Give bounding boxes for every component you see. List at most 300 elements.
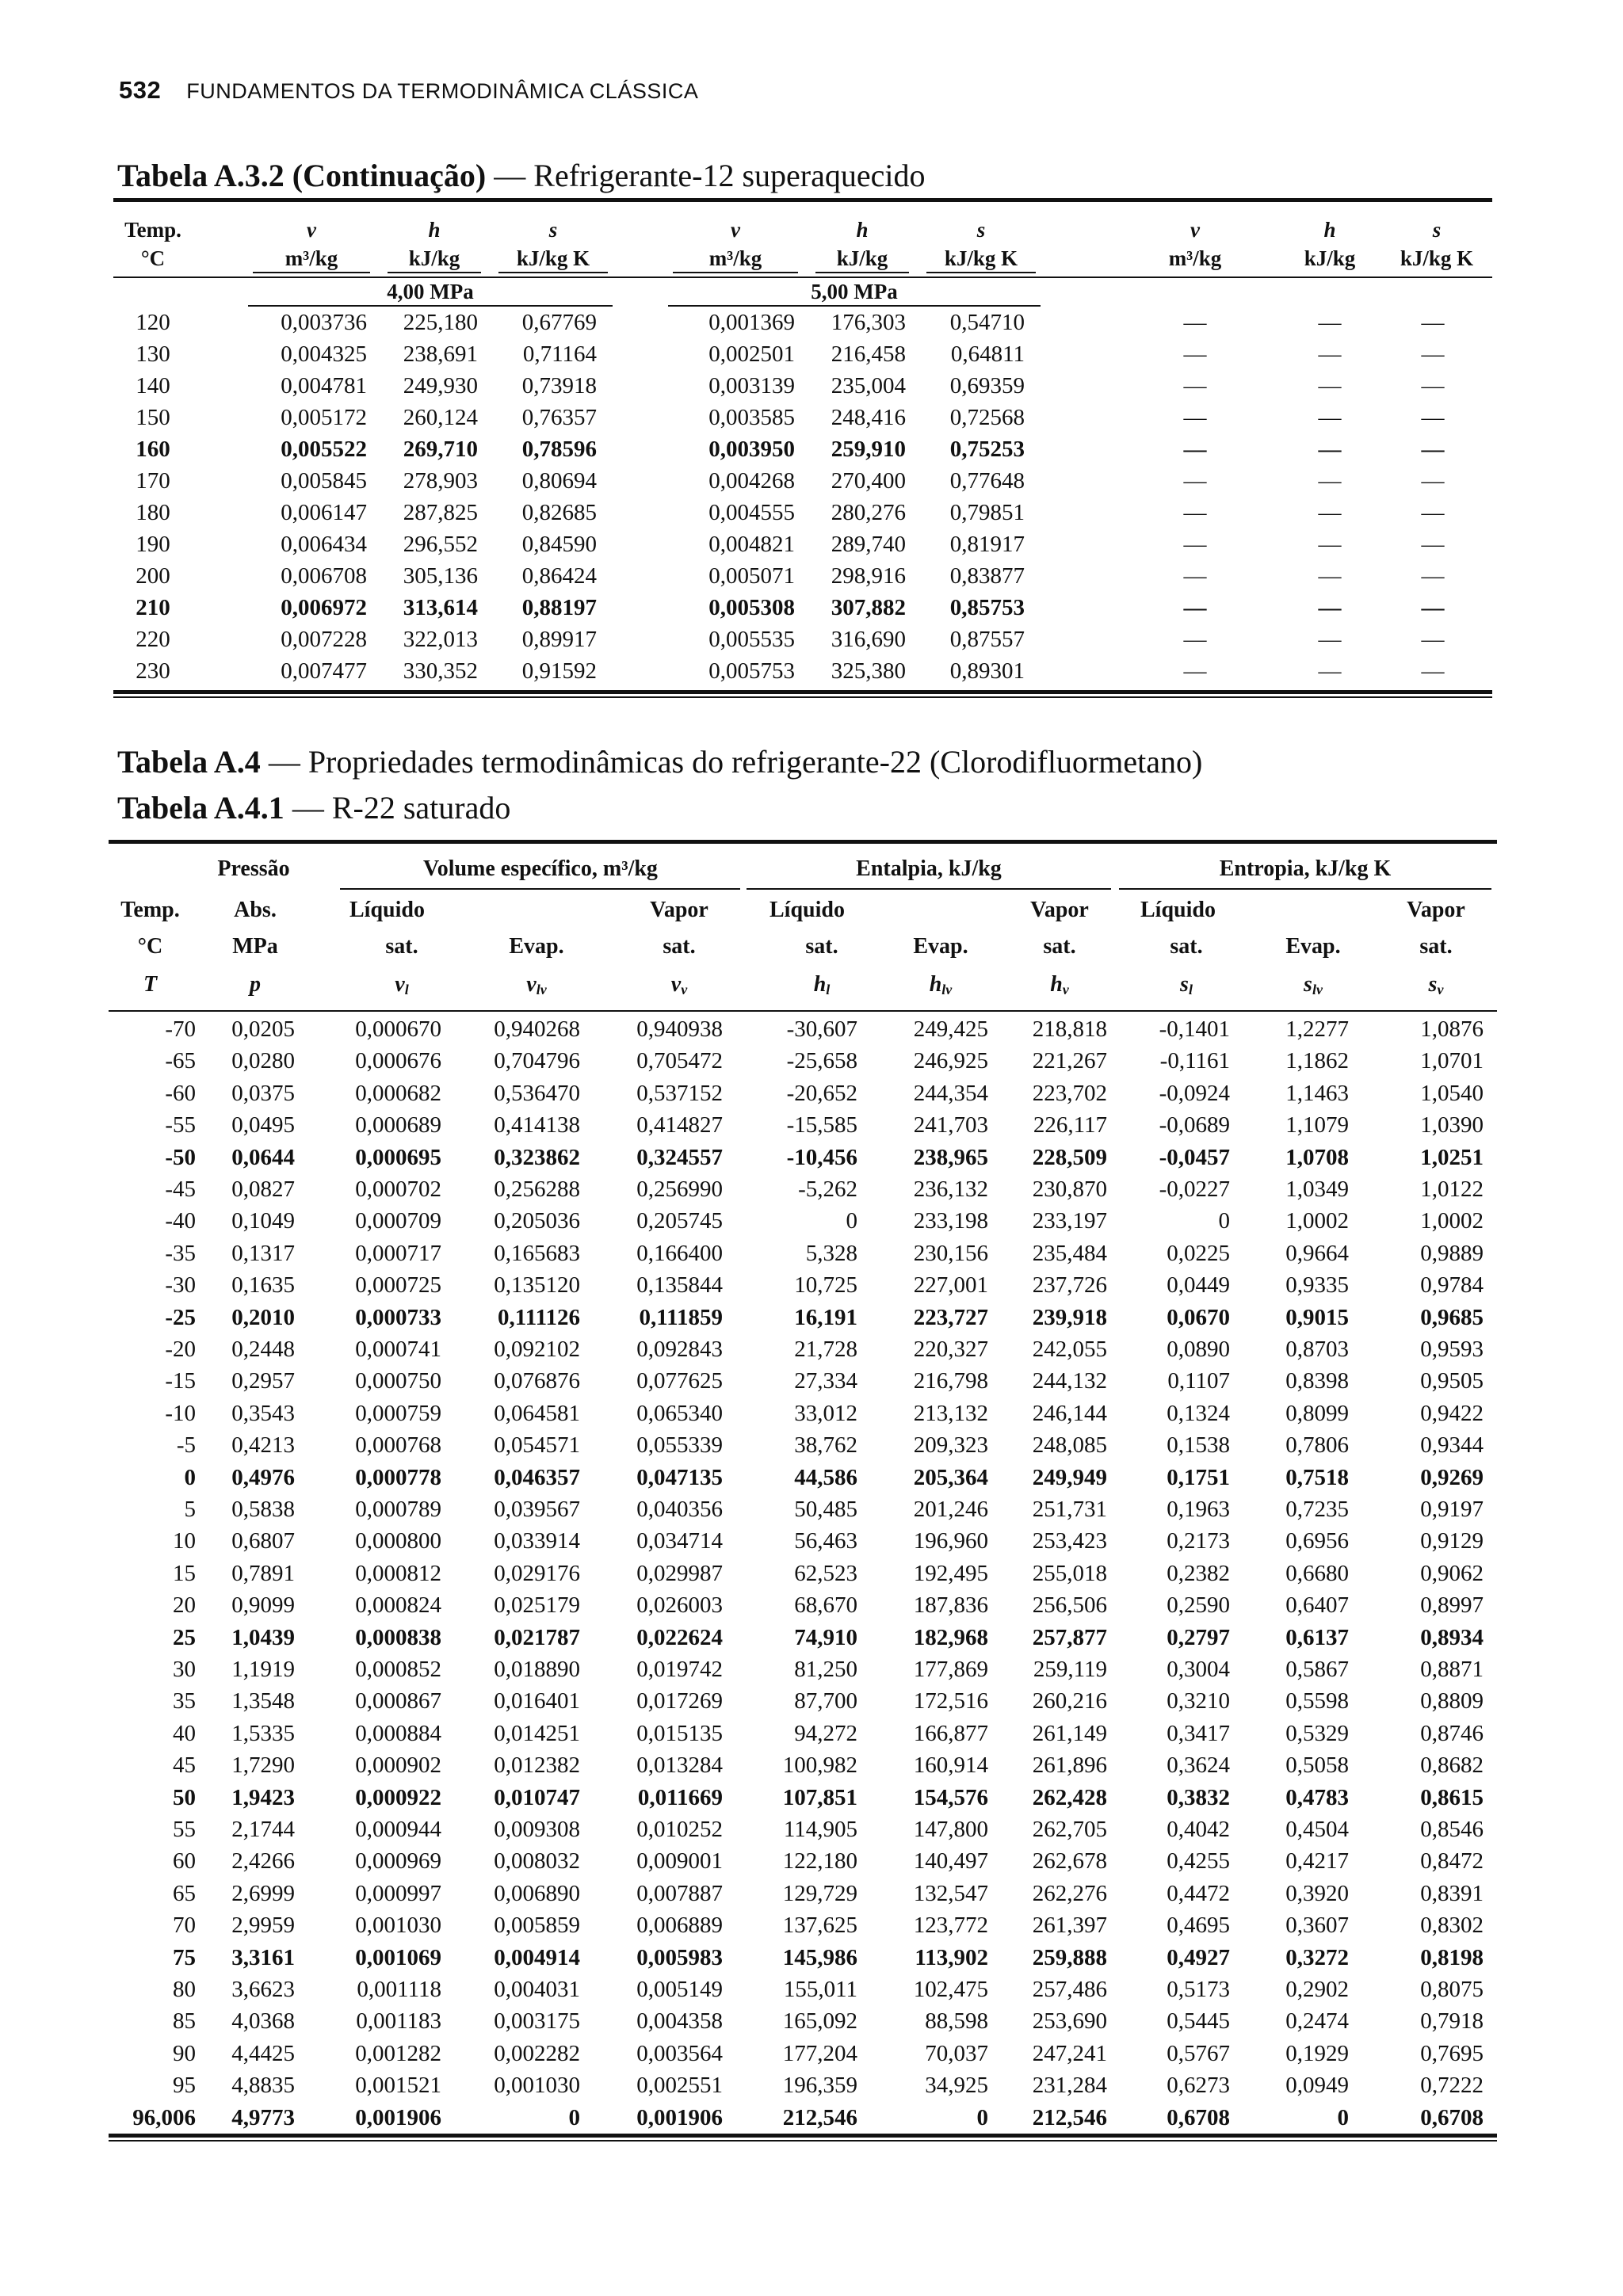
cell-dash: — <box>1183 341 1207 367</box>
cell-t: -35 <box>165 1240 196 1266</box>
cell-vl: 0,000768 <box>355 1432 441 1459</box>
header-v-a: v <box>307 218 316 242</box>
cell-hv: 257,877 <box>1032 1624 1107 1650</box>
cell-hv: 253,423 <box>1032 1528 1107 1554</box>
table-row <box>113 341 1492 373</box>
cell-hv: 261,896 <box>1032 1753 1107 1779</box>
cell-sl: 0,4042 <box>1167 1817 1230 1842</box>
header-h-b: h <box>856 218 869 242</box>
header-evap-v: Evap. <box>509 934 564 959</box>
header-temp-unit: °C <box>140 246 166 270</box>
cell-v2: 0,005071 <box>708 563 795 589</box>
cell-vv: 0,019742 <box>636 1657 723 1682</box>
table-a32-bottom-rule-2 <box>113 696 1492 698</box>
table-row <box>113 563 1492 595</box>
cell-vl: 0,000789 <box>355 1497 441 1522</box>
cell-p: 0,5838 <box>231 1497 295 1522</box>
cell-t: 20 <box>173 1592 196 1619</box>
cell-p: 0,9099 <box>231 1592 295 1619</box>
cell-vv: 0,077625 <box>636 1368 723 1394</box>
table-row <box>109 1016 1497 1048</box>
cell-vlv: 0,256288 <box>494 1177 580 1202</box>
cell-sl: 0,0890 <box>1167 1337 1230 1362</box>
cell-hv: 244,132 <box>1032 1368 1107 1394</box>
cell-sv: 0,8472 <box>1420 1848 1484 1875</box>
table-a4-caption: — Propriedades termodinâmicas do refrigerante-22 (Clorodifluormetano) <box>260 744 1203 780</box>
cell-t: -30 <box>165 1272 196 1299</box>
table-a32-pressure-row <box>113 278 1492 307</box>
cell-vlv: 0,536470 <box>494 1080 580 1106</box>
cell-p: 1,1919 <box>231 1657 295 1682</box>
cell-t: 60 <box>173 1848 196 1875</box>
cell-vv: 0,047135 <box>636 1464 723 1490</box>
cell-dash: — <box>1421 595 1445 620</box>
cell-sl: 0,4695 <box>1167 1913 1230 1939</box>
cell-hv: 257,486 <box>1032 1977 1107 2002</box>
cell-v2: 0,003139 <box>708 373 795 399</box>
cell-slv: 0,7235 <box>1285 1497 1349 1522</box>
cell-p: 4,0368 <box>231 2008 295 2035</box>
cell-hl: 62,523 <box>794 1560 857 1586</box>
cell-s2: 0,64811 <box>950 341 1025 367</box>
cell-vl: 0,000852 <box>355 1657 441 1682</box>
cell-hl: 94,272 <box>794 1720 857 1746</box>
cell-t: -10 <box>165 1400 196 1426</box>
table-row <box>113 532 1492 563</box>
cell-h1: 330,352 <box>403 658 478 684</box>
cell-vlv: 0,012382 <box>494 1753 580 1779</box>
header-sym-hl: $h_l$ <box>813 972 831 997</box>
cell-dash: — <box>1183 595 1207 620</box>
cell-sv: 0,8391 <box>1420 1880 1484 1906</box>
cell-sv: 0,8546 <box>1420 1817 1484 1842</box>
cell-t: 55 <box>173 1817 196 1842</box>
cell-vl: 0,000733 <box>355 1304 441 1330</box>
cell-vv: 0,007887 <box>636 1880 723 1906</box>
cell-sl: 0,1963 <box>1167 1497 1230 1522</box>
cell-slv: 0,3920 <box>1285 1880 1349 1906</box>
cell-hv: 221,267 <box>1032 1048 1107 1074</box>
table-row <box>109 1753 1497 1784</box>
cell-vl: 0,000670 <box>355 1016 441 1042</box>
cell-sv: 0,8746 <box>1420 1720 1484 1746</box>
cell-s1: 0,84590 <box>521 532 597 557</box>
cell-sv: 0,7918 <box>1420 2008 1484 2035</box>
cell-h1: 269,710 <box>403 437 478 462</box>
cell-hlv: 88,598 <box>925 2008 988 2035</box>
cell-slv: 1,0349 <box>1285 1177 1349 1202</box>
cell-dash: — <box>1183 310 1207 335</box>
cell-vlv: 0,323862 <box>494 1144 580 1170</box>
cell-s1: 0,88197 <box>521 595 597 620</box>
table-a32-label: Tabela A.3.2 (Continuação) <box>117 158 487 193</box>
header-v-c: v <box>1190 218 1200 242</box>
table-row <box>109 1272 1497 1304</box>
cell-sl: 0,6273 <box>1167 2073 1230 2099</box>
cell-dash: — <box>1421 627 1445 652</box>
table-row <box>109 1112 1497 1144</box>
cell-slv: 0,8099 <box>1285 1400 1349 1426</box>
cell-slv: 0,9015 <box>1285 1304 1349 1330</box>
cell-vlv: 0,016401 <box>494 1688 580 1714</box>
header-v-unit-c: m³/kg <box>1168 246 1222 270</box>
header-sat-hv: sat. <box>1043 934 1076 959</box>
header-sym-slv: $s_{lv}$ <box>1304 972 1323 997</box>
cell-dash: — <box>1183 532 1207 557</box>
table-row <box>109 1401 1497 1432</box>
header-temp: Temp. <box>124 218 181 242</box>
cell-h2: 216,458 <box>831 341 906 367</box>
cell-h2: 325,380 <box>831 658 906 684</box>
cell-vlv: 0,008032 <box>494 1848 580 1875</box>
cell-sv: 0,8871 <box>1420 1657 1484 1682</box>
cell-hlv: 227,001 <box>913 1272 988 1299</box>
cell-hlv: 233,198 <box>913 1208 988 1234</box>
cell-p: 0,0827 <box>231 1177 295 1202</box>
cell-p: 1,5335 <box>231 1720 295 1746</box>
cell-vl: 0,000709 <box>355 1208 441 1234</box>
cell-sl: -0,1161 <box>1159 1048 1230 1074</box>
cell-t: -15 <box>165 1368 196 1394</box>
cell-slv: 0,6956 <box>1285 1528 1349 1554</box>
cell-t: 190 <box>136 532 170 557</box>
table-a4-label: Tabela A.4 <box>117 744 261 780</box>
cell-hl: 177,204 <box>782 2040 857 2066</box>
cell-slv: 0,0949 <box>1285 2073 1349 2099</box>
cell-t: 45 <box>173 1753 196 1779</box>
cell-p: 4,8835 <box>231 2073 295 2099</box>
cell-s1: 0,82685 <box>521 500 597 525</box>
table-a4-title <box>117 743 1202 780</box>
header-s-unit-c: kJ/kg K <box>1400 246 1474 270</box>
cell-slv: 0,9335 <box>1285 1272 1349 1299</box>
cell-p: 1,3548 <box>231 1688 295 1714</box>
cell-vl: 0,001282 <box>355 2040 441 2066</box>
cell-h1: 225,180 <box>403 310 478 335</box>
header-v-unit-b: m³/kg <box>708 246 762 270</box>
cell-v1: 0,005172 <box>281 405 367 430</box>
cell-sv: 1,0251 <box>1420 1144 1484 1170</box>
cell-hlv: 160,914 <box>913 1753 988 1779</box>
header-sat-vl: sat. <box>385 934 418 959</box>
cell-h1: 296,552 <box>403 532 478 557</box>
cell-sl: 0,6708 <box>1167 2104 1230 2130</box>
table-row <box>113 500 1492 532</box>
cell-hl: 74,910 <box>794 1624 857 1650</box>
cell-vl: 0,000741 <box>355 1337 441 1362</box>
cell-hl: 129,729 <box>782 1880 857 1906</box>
cell-vlv: 0,004914 <box>494 1944 580 1970</box>
header-volume: Volume específico, m³/kg <box>423 856 658 881</box>
cell-hv: 261,397 <box>1032 1913 1107 1939</box>
cell-p: 0,1317 <box>231 1240 295 1266</box>
cell-t: 200 <box>136 563 170 589</box>
cell-hl: 33,012 <box>794 1400 857 1426</box>
cell-slv: 1,1463 <box>1285 1080 1349 1106</box>
cell-vlv: 0,004031 <box>494 1977 580 2002</box>
cell-sl: 0,1107 <box>1167 1368 1230 1394</box>
cell-slv: 0,6137 <box>1285 1624 1349 1650</box>
header-s-unit-b: kJ/kg K <box>944 246 1018 270</box>
cell-vlv: 0,006890 <box>494 1880 580 1906</box>
cell-sv: 0,8075 <box>1420 1977 1484 2002</box>
cell-hlv: 132,547 <box>913 1880 988 1906</box>
cell-hv: 262,678 <box>1032 1848 1107 1875</box>
cell-sv: 0,9505 <box>1420 1368 1484 1394</box>
cell-vlv: 0,111126 <box>498 1304 580 1330</box>
table-a32-caption: — Refrigerante-12 superaquecido <box>486 158 926 193</box>
header-sym-vv: $v_v$ <box>670 972 688 997</box>
cell-sl: -0,0227 <box>1159 1177 1230 1202</box>
cell-hlv: 196,960 <box>913 1528 988 1554</box>
cell-hl: 155,011 <box>783 1977 857 2002</box>
header-liquido-v: Líquido <box>349 898 425 922</box>
cell-hv: 259,119 <box>1033 1657 1107 1682</box>
cell-hl: 16,191 <box>794 1304 857 1330</box>
cell-vl: 0,000676 <box>355 1048 441 1074</box>
cell-sl: 0,0449 <box>1167 1272 1230 1299</box>
cell-p: 1,0439 <box>231 1624 295 1650</box>
cell-t: 80 <box>173 1977 196 2002</box>
cell-v1: 0,006972 <box>281 595 367 620</box>
cell-vv: 0,065340 <box>636 1400 723 1426</box>
cell-p: 0,0644 <box>231 1144 295 1170</box>
cell-hv: 260,216 <box>1032 1688 1107 1714</box>
cell-vv: 0,005149 <box>636 1977 723 2002</box>
cell-p: 0,7891 <box>231 1560 295 1586</box>
cell-dash: — <box>1421 405 1445 430</box>
header-abs: Abs. <box>234 898 277 922</box>
cell-p: 0,1049 <box>231 1208 295 1234</box>
cell-hl: 165,092 <box>782 2008 857 2035</box>
cell-hlv: 154,576 <box>913 1784 988 1810</box>
pressure-a: 4,00 MPa <box>387 280 474 303</box>
cell-vv: 0,256990 <box>636 1177 723 1202</box>
cell-hlv: 205,364 <box>913 1464 988 1490</box>
cell-vlv: 0,014251 <box>494 1720 580 1746</box>
cell-dash: — <box>1183 563 1207 589</box>
cell-vv: 0,324557 <box>636 1144 723 1170</box>
cell-sl: 0,2173 <box>1167 1528 1230 1554</box>
cell-hv: 231,284 <box>1032 2073 1107 2099</box>
underline <box>388 272 481 273</box>
cell-dash: — <box>1183 405 1207 430</box>
underline <box>747 888 1111 890</box>
cell-dash: — <box>1318 310 1342 335</box>
cell-s2: 0,89301 <box>949 658 1025 684</box>
cell-t: -65 <box>165 1048 196 1074</box>
cell-t: -45 <box>165 1177 196 1202</box>
cell-sl: 0,3832 <box>1167 1784 1230 1810</box>
cell-hv: 255,018 <box>1032 1560 1107 1586</box>
cell-sl: 0,5767 <box>1167 2040 1230 2066</box>
cell-vlv: 0,135120 <box>494 1272 580 1299</box>
cell-hlv: 238,965 <box>913 1144 988 1170</box>
header-v-b: v <box>731 218 740 242</box>
cell-hl: 38,762 <box>794 1432 857 1459</box>
cell-p: 0,4213 <box>231 1432 295 1459</box>
header-sym-p: p <box>250 972 261 997</box>
cell-s1: 0,86424 <box>521 563 597 589</box>
cell-hv: 261,149 <box>1032 1720 1107 1746</box>
cell-p: 2,4266 <box>231 1848 295 1875</box>
cell-t: 0 <box>184 1464 196 1490</box>
cell-vl: 0,000717 <box>355 1240 441 1266</box>
cell-hv: 226,117 <box>1033 1112 1107 1138</box>
cell-vv: 0,034714 <box>636 1528 723 1554</box>
cell-vv: 0,940938 <box>636 1016 723 1042</box>
cell-vv: 0,166400 <box>636 1240 723 1266</box>
header-evap-s: Evap. <box>1285 934 1341 959</box>
cell-sl: 0,4255 <box>1167 1848 1230 1875</box>
cell-vv: 0,005983 <box>636 1944 723 1970</box>
cell-hlv: 220,327 <box>913 1337 988 1362</box>
cell-t: 50 <box>173 1784 196 1810</box>
cell-dash: — <box>1318 532 1342 557</box>
cell-hl: -10,456 <box>786 1144 857 1170</box>
cell-hlv: 187,836 <box>913 1592 988 1619</box>
header-mpa: MPa <box>232 934 278 959</box>
table-a32-bottom-rule <box>113 690 1492 694</box>
cell-vlv: 0,010747 <box>494 1784 580 1810</box>
cell-sl: 0,3624 <box>1167 1753 1230 1779</box>
header-sym-sl: $s_l$ <box>1180 972 1193 997</box>
cell-vlv: 0,205036 <box>494 1208 580 1234</box>
cell-p: 0,0280 <box>231 1048 295 1074</box>
cell-p: 0,1635 <box>231 1272 295 1299</box>
underline <box>815 272 909 273</box>
table-row <box>113 595 1492 627</box>
cell-s2: 0,69359 <box>949 373 1025 399</box>
table-row <box>109 2041 1497 2073</box>
cell-hl: 87,700 <box>794 1688 857 1714</box>
table-row <box>109 1465 1497 1497</box>
cell-sl: -0,0689 <box>1159 1112 1230 1138</box>
cell-slv: 0,8703 <box>1285 1337 1349 1362</box>
header-s-c: s <box>1432 218 1442 242</box>
table-a32-header <box>113 202 1492 277</box>
cell-vlv: 0,033914 <box>494 1528 580 1554</box>
cell-hv: 262,276 <box>1032 1880 1107 1906</box>
cell-hv: 248,085 <box>1032 1432 1107 1459</box>
cell-h2: 280,276 <box>831 500 906 525</box>
table-row <box>109 1081 1497 1112</box>
cell-sl: 0,2590 <box>1167 1592 1230 1619</box>
cell-vl: 0,000812 <box>355 1560 441 1586</box>
cell-p: 0,4976 <box>231 1464 295 1490</box>
table-row <box>109 1528 1497 1560</box>
cell-sv: 1,0540 <box>1420 1080 1484 1106</box>
cell-hlv: 192,495 <box>913 1560 988 1586</box>
cell-vlv: 0,165683 <box>494 1240 580 1266</box>
cell-hv: 262,428 <box>1032 1784 1107 1810</box>
cell-p: 2,6999 <box>231 1880 295 1906</box>
cell-slv: 0,6680 <box>1285 1560 1349 1586</box>
cell-hlv: 249,425 <box>913 1016 988 1042</box>
cell-sl: 0,0670 <box>1167 1304 1230 1330</box>
table-row <box>113 468 1492 500</box>
cell-vv: 0,017269 <box>636 1688 723 1714</box>
cell-sv: 0,9422 <box>1420 1400 1484 1426</box>
cell-hl: 21,728 <box>794 1337 857 1362</box>
table-row <box>113 310 1492 341</box>
cell-sl: 0 <box>1218 1208 1230 1234</box>
cell-dash: — <box>1318 500 1342 525</box>
cell-slv: 0,3607 <box>1285 1913 1349 1939</box>
cell-v2: 0,001369 <box>708 310 795 335</box>
cell-vlv: 0,001030 <box>494 2073 580 2099</box>
cell-s2: 0,54710 <box>949 310 1025 335</box>
underline <box>926 272 1036 273</box>
header-sym-hv: $h_v$ <box>1050 972 1069 997</box>
cell-vl: 0,000838 <box>355 1624 441 1650</box>
cell-hlv: 223,727 <box>913 1304 988 1330</box>
table-a41-label: Tabela A.4.1 <box>117 790 285 826</box>
header-h-c: h <box>1323 218 1336 242</box>
cell-vv: 0,705472 <box>636 1048 723 1074</box>
cell-s1: 0,76357 <box>521 405 597 430</box>
cell-slv: 0,9664 <box>1285 1240 1349 1266</box>
cell-sv: 1,0390 <box>1420 1112 1484 1138</box>
cell-hlv: 34,925 <box>925 2073 988 2099</box>
cell-t: -70 <box>165 1016 196 1042</box>
cell-dash: — <box>1318 437 1342 462</box>
cell-slv: 0,7518 <box>1285 1464 1349 1490</box>
table-row <box>109 1625 1497 1657</box>
cell-vv: 0,004358 <box>636 2008 723 2035</box>
table-row <box>113 405 1492 437</box>
table-row <box>109 1817 1497 1848</box>
cell-sv: 0,7222 <box>1420 2073 1484 2099</box>
header-vapor-s: Vapor <box>1407 898 1465 922</box>
cell-hl: 81,250 <box>794 1657 857 1682</box>
table-a41-title <box>117 789 510 826</box>
header-vapor-v: Vapor <box>650 898 708 922</box>
cell-p: 4,4425 <box>231 2040 295 2066</box>
cell-dash: — <box>1421 437 1445 462</box>
cell-v1: 0,006708 <box>281 563 367 589</box>
cell-vl: 0,001183 <box>356 2008 441 2035</box>
cell-p: 0,0205 <box>231 1016 295 1042</box>
cell-t: 75 <box>173 1944 196 1970</box>
cell-vlv: 0,029176 <box>494 1560 580 1586</box>
cell-vv: 0,009001 <box>636 1848 723 1875</box>
cell-sl: 0,1538 <box>1167 1432 1230 1459</box>
cell-hl: 145,986 <box>782 1944 857 1970</box>
cell-vl: 0,000867 <box>355 1688 441 1714</box>
cell-t: 180 <box>136 500 170 525</box>
cell-vl: 0,000695 <box>355 1144 441 1170</box>
header-temp-unit: °C <box>137 934 163 959</box>
cell-vl: 0,000689 <box>355 1112 441 1138</box>
table-row <box>109 1241 1497 1272</box>
cell-slv: 0,3272 <box>1285 1944 1349 1970</box>
cell-sv: 1,0002 <box>1420 1208 1484 1234</box>
cell-s1: 0,73918 <box>521 373 597 399</box>
cell-t: 15 <box>173 1560 196 1586</box>
cell-vl: 0,000682 <box>355 1080 441 1106</box>
cell-sl: 0,2797 <box>1167 1624 1230 1650</box>
cell-hl: -25,658 <box>786 1048 857 1074</box>
cell-dash: — <box>1318 373 1342 399</box>
cell-vlv: 0,009308 <box>494 1817 580 1842</box>
cell-hl: 5,328 <box>805 1240 857 1266</box>
cell-hv: 230,870 <box>1032 1177 1107 1202</box>
cell-vl: 0,000725 <box>355 1272 441 1299</box>
cell-slv: 0,4504 <box>1285 1817 1349 1842</box>
cell-dash: — <box>1421 658 1445 684</box>
cell-hv: 246,144 <box>1032 1400 1107 1426</box>
